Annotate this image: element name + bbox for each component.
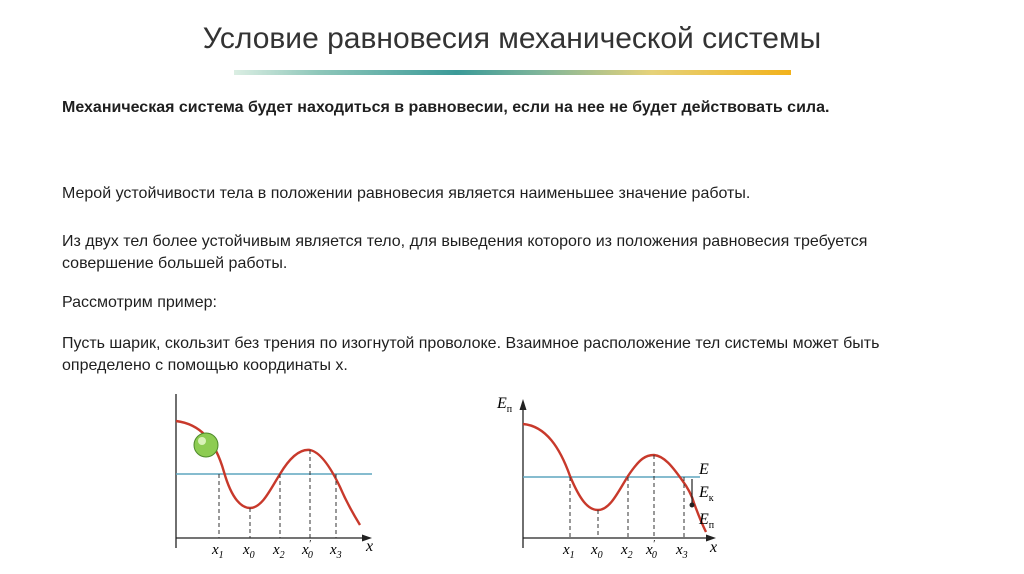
definition-text: Механическая система будет находиться в равновесии, если на нее не будет действовать сила.	[62, 99, 830, 116]
x-axis-label: x	[366, 538, 374, 555]
tick-x0: $x_0$	[243, 542, 255, 561]
potential-energy-label: $E_п$	[699, 511, 715, 531]
comparison-text: Из двух тел более устойчивым является тело, для выведения которого из положения равновесия требуется совершение большей работы.	[62, 233, 868, 272]
tick-x1: $x_1$	[212, 542, 224, 561]
total-energy-label: E	[699, 461, 709, 478]
y-axis-label: $E_п$	[497, 395, 513, 415]
tick-x1: $x_1$	[563, 542, 575, 561]
y-axis-arrow	[520, 399, 527, 410]
tick-x2: $x_2$	[621, 542, 633, 561]
potential-curve	[523, 424, 706, 532]
tick-x2: $x_2$	[273, 542, 285, 561]
slide-title: Условие равновесия механической системы	[202, 22, 822, 55]
tick-x0-prime: x′ 0	[646, 539, 657, 561]
x-axis-label: x	[710, 539, 718, 556]
stability-text: Мерой устойчивости тела в положении равновесия является наименьшее значение работы.	[62, 185, 751, 202]
tick-x3: $x_3$	[676, 542, 688, 561]
tick-x0: $x_0$	[591, 542, 603, 561]
tick-x3: $x_3$	[330, 542, 342, 561]
kinetic-energy-label: $E_к$	[699, 484, 714, 504]
example-text: Пусть шарик, скользит без трения по изогнутой проволоке. Взаимное расположение тел системы может быть определено с помощью координаты x.	[62, 335, 880, 374]
tick-x0-prime: x′ 0	[302, 539, 313, 561]
example-heading: Рассмотрим пример:	[62, 294, 217, 311]
particle-point	[690, 503, 695, 508]
